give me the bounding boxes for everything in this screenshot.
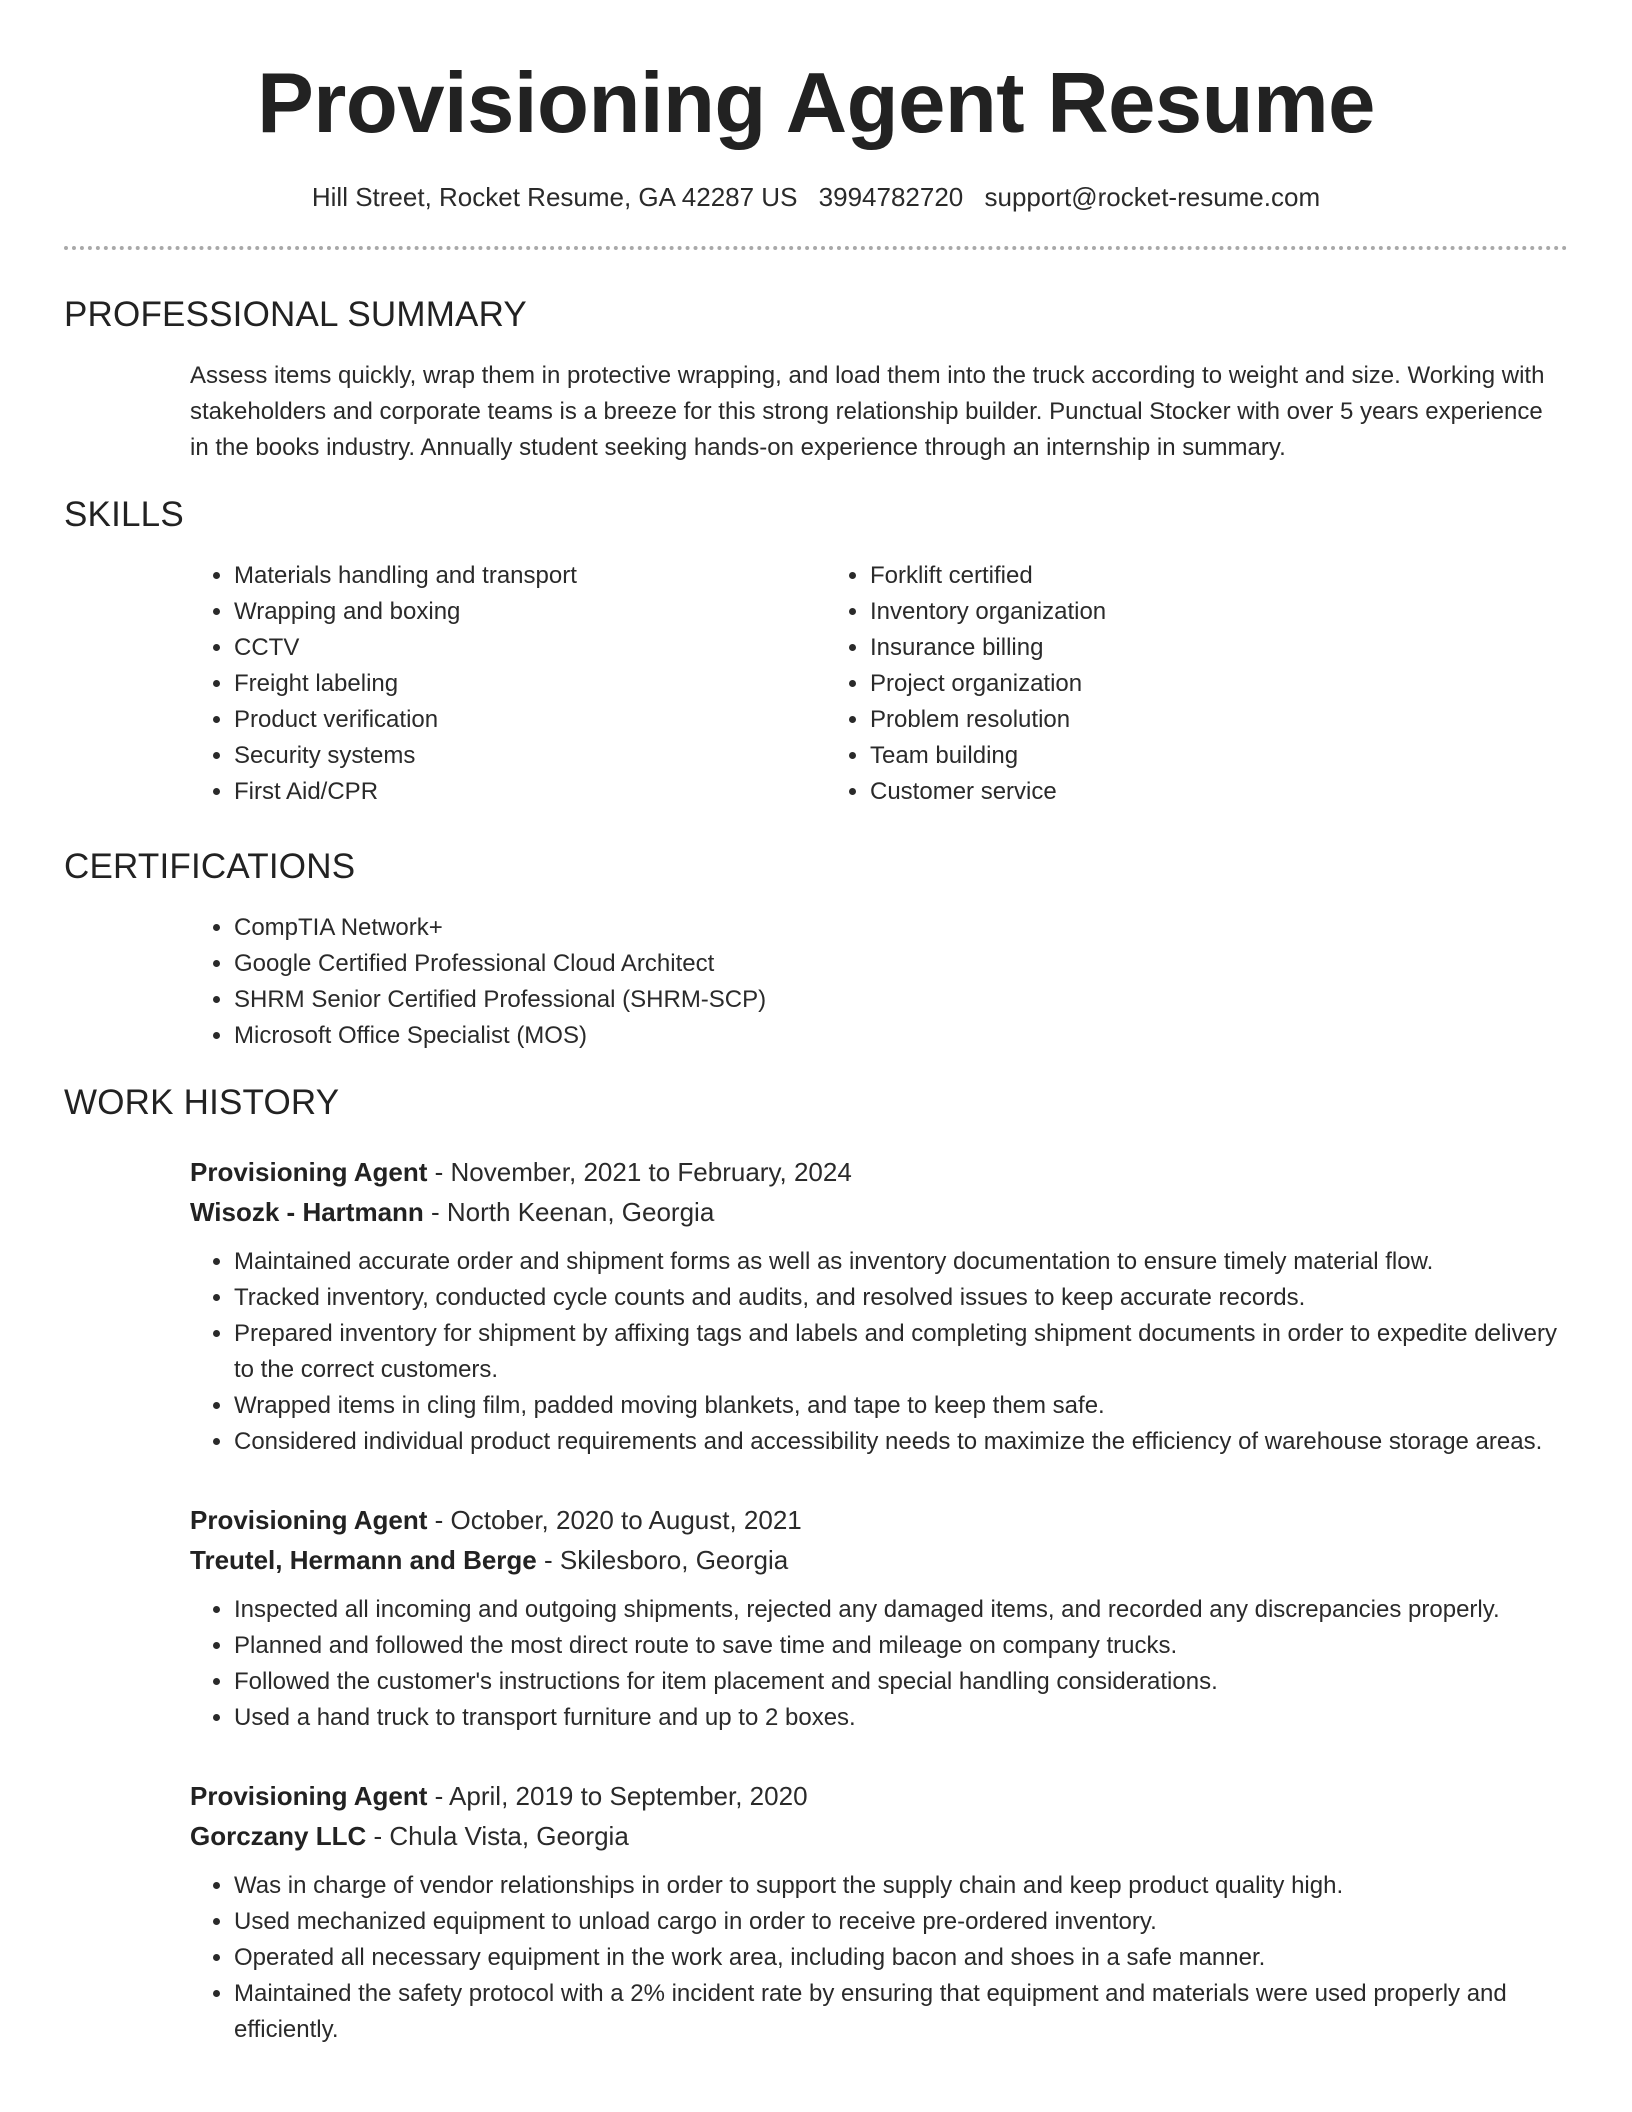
work-history-heading: WORK HISTORY — [64, 1083, 340, 1122]
duty-item: • Planned and followed the most direct route to save time and mileage on company trucks. — [234, 1628, 1568, 1664]
contact-address: Hill Street, Rocket Resume, GA 42287 US — [311, 182, 798, 212]
duty-item: • Was in charge of vendor relationships in order to support the supply chain and keep product quality high. — [234, 1868, 1568, 1904]
skill-item: • Security systems — [234, 738, 826, 774]
header-divider — [64, 246, 1568, 250]
contact-phone: 3994782720 — [818, 182, 964, 212]
certification-item: • Microsoft Office Specialist (MOS) — [234, 1018, 1568, 1054]
certification-item: • Google Certified Professional Cloud Architect — [234, 946, 1568, 982]
skill-item: • Problem resolution — [870, 702, 1568, 738]
job-duties — [190, 1244, 1568, 1460]
skill-item: • CCTV — [234, 630, 826, 666]
certifications-heading: CERTIFICATIONS — [64, 847, 356, 886]
skill-item: • Project organization — [870, 666, 1568, 702]
duty-item: • Considered individual product requirements and accessibility needs to maximize the efficiency of warehouse storage areas. — [234, 1424, 1568, 1460]
duty-item: • Inspected all incoming and outgoing shipments, rejected any damaged items, and recorded any discrepancies properly. — [234, 1592, 1568, 1628]
duty-item: • Followed the customer's instructions for item placement and special handling considerations. — [234, 1664, 1568, 1700]
job-title-line — [190, 1776, 1568, 1816]
duty-item: • Prepared inventory for shipment by affixing tags and labels and completing shipment documents in order to expedite delivery to the correct customers. — [234, 1316, 1568, 1388]
contact-email: support@rocket-resume.com — [984, 182, 1321, 212]
skills-heading: SKILLS — [64, 495, 184, 534]
job-location: - Chula Vista, Georgia — [366, 1821, 629, 1851]
duty-item: • Maintained accurate order and shipment forms as well as inventory documentation to ensure timely material flow. — [234, 1244, 1568, 1280]
job-company-line — [190, 1816, 1568, 1856]
job-title: Provisioning Agent — [190, 1781, 428, 1811]
job-company: Gorczany LLC — [190, 1821, 367, 1851]
skill-item: • Forklift certified — [870, 558, 1568, 594]
duty-item: • Operated all necessary equipment in the work area, including bacon and shoes in a safe manner. — [234, 1940, 1568, 1976]
skill-item: • Insurance billing — [870, 630, 1568, 666]
job-entry — [190, 1152, 1568, 1460]
job-title: Provisioning Agent — [190, 1505, 428, 1535]
job-entry — [190, 1500, 1568, 1736]
skill-item: • First Aid/CPR — [234, 774, 826, 810]
job-dates: - November, 2021 to February, 2024 — [427, 1157, 852, 1187]
job-title: Provisioning Agent — [190, 1157, 428, 1187]
job-title-line — [190, 1500, 1568, 1540]
job-location: - Skilesboro, Georgia — [536, 1545, 789, 1575]
skill-item: • Inventory organization — [870, 594, 1568, 630]
job-location: - North Keenan, Georgia — [423, 1197, 715, 1227]
job-duties — [190, 1592, 1568, 1736]
job-company: Treutel, Hermann and Berge — [190, 1545, 537, 1575]
job-dates: - April, 2019 to September, 2020 — [427, 1781, 808, 1811]
duty-item: • Used mechanized equipment to unload cargo in order to receive pre-ordered inventory. — [234, 1904, 1568, 1940]
summary-heading: PROFESSIONAL SUMMARY — [64, 295, 527, 334]
job-entry — [190, 1776, 1568, 2048]
resume-title: Provisioning Agent Resume — [257, 56, 1375, 151]
job-dates: - October, 2020 to August, 2021 — [427, 1505, 802, 1535]
job-duties — [190, 1868, 1568, 2048]
duty-item: • Tracked inventory, conducted cycle counts and audits, and resolved issues to keep accurate records. — [234, 1280, 1568, 1316]
job-title-line — [190, 1152, 1568, 1192]
skills-list-right — [826, 558, 1568, 810]
skill-item: • Product verification — [234, 702, 826, 738]
duty-item: • Maintained the safety protocol with a 2% incident rate by ensuring that equipment and materials were used properly and efficiently. — [234, 1976, 1568, 2048]
skills-grid — [190, 558, 1568, 810]
job-company-line — [190, 1192, 1568, 1232]
skill-item: • Team building — [870, 738, 1568, 774]
summary-text: Assess items quickly, wrap them in protective wrapping, and load them into the truck according to weight and size. Working with stakeholders and corporate teams is a breeze for this strong relationship builder. Punctual Stocker with over 5 years experience in the books industry. Annually student seeking hands-on experience through an internship in summary. — [190, 362, 1545, 461]
job-company: Wisozk - Hartmann — [190, 1197, 424, 1227]
skills-list-left — [190, 558, 826, 810]
duty-item: • Wrapped items in cling film, padded moving blankets, and tape to keep them safe. — [234, 1388, 1568, 1424]
certification-item: • SHRM Senior Certified Professional (SHRM-SCP) — [234, 982, 1568, 1018]
duty-item: • Used a hand truck to transport furniture and up to 2 boxes. — [234, 1700, 1568, 1736]
certifications-list — [190, 910, 1568, 1054]
skill-item: • Freight labeling — [234, 666, 826, 702]
skill-item: • Materials handling and transport — [234, 558, 826, 594]
contact-line — [64, 180, 1568, 214]
skill-item: • Customer service — [870, 774, 1568, 810]
certification-item: • CompTIA Network+ — [234, 910, 1568, 946]
skill-item: • Wrapping and boxing — [234, 594, 826, 630]
job-company-line — [190, 1540, 1568, 1580]
